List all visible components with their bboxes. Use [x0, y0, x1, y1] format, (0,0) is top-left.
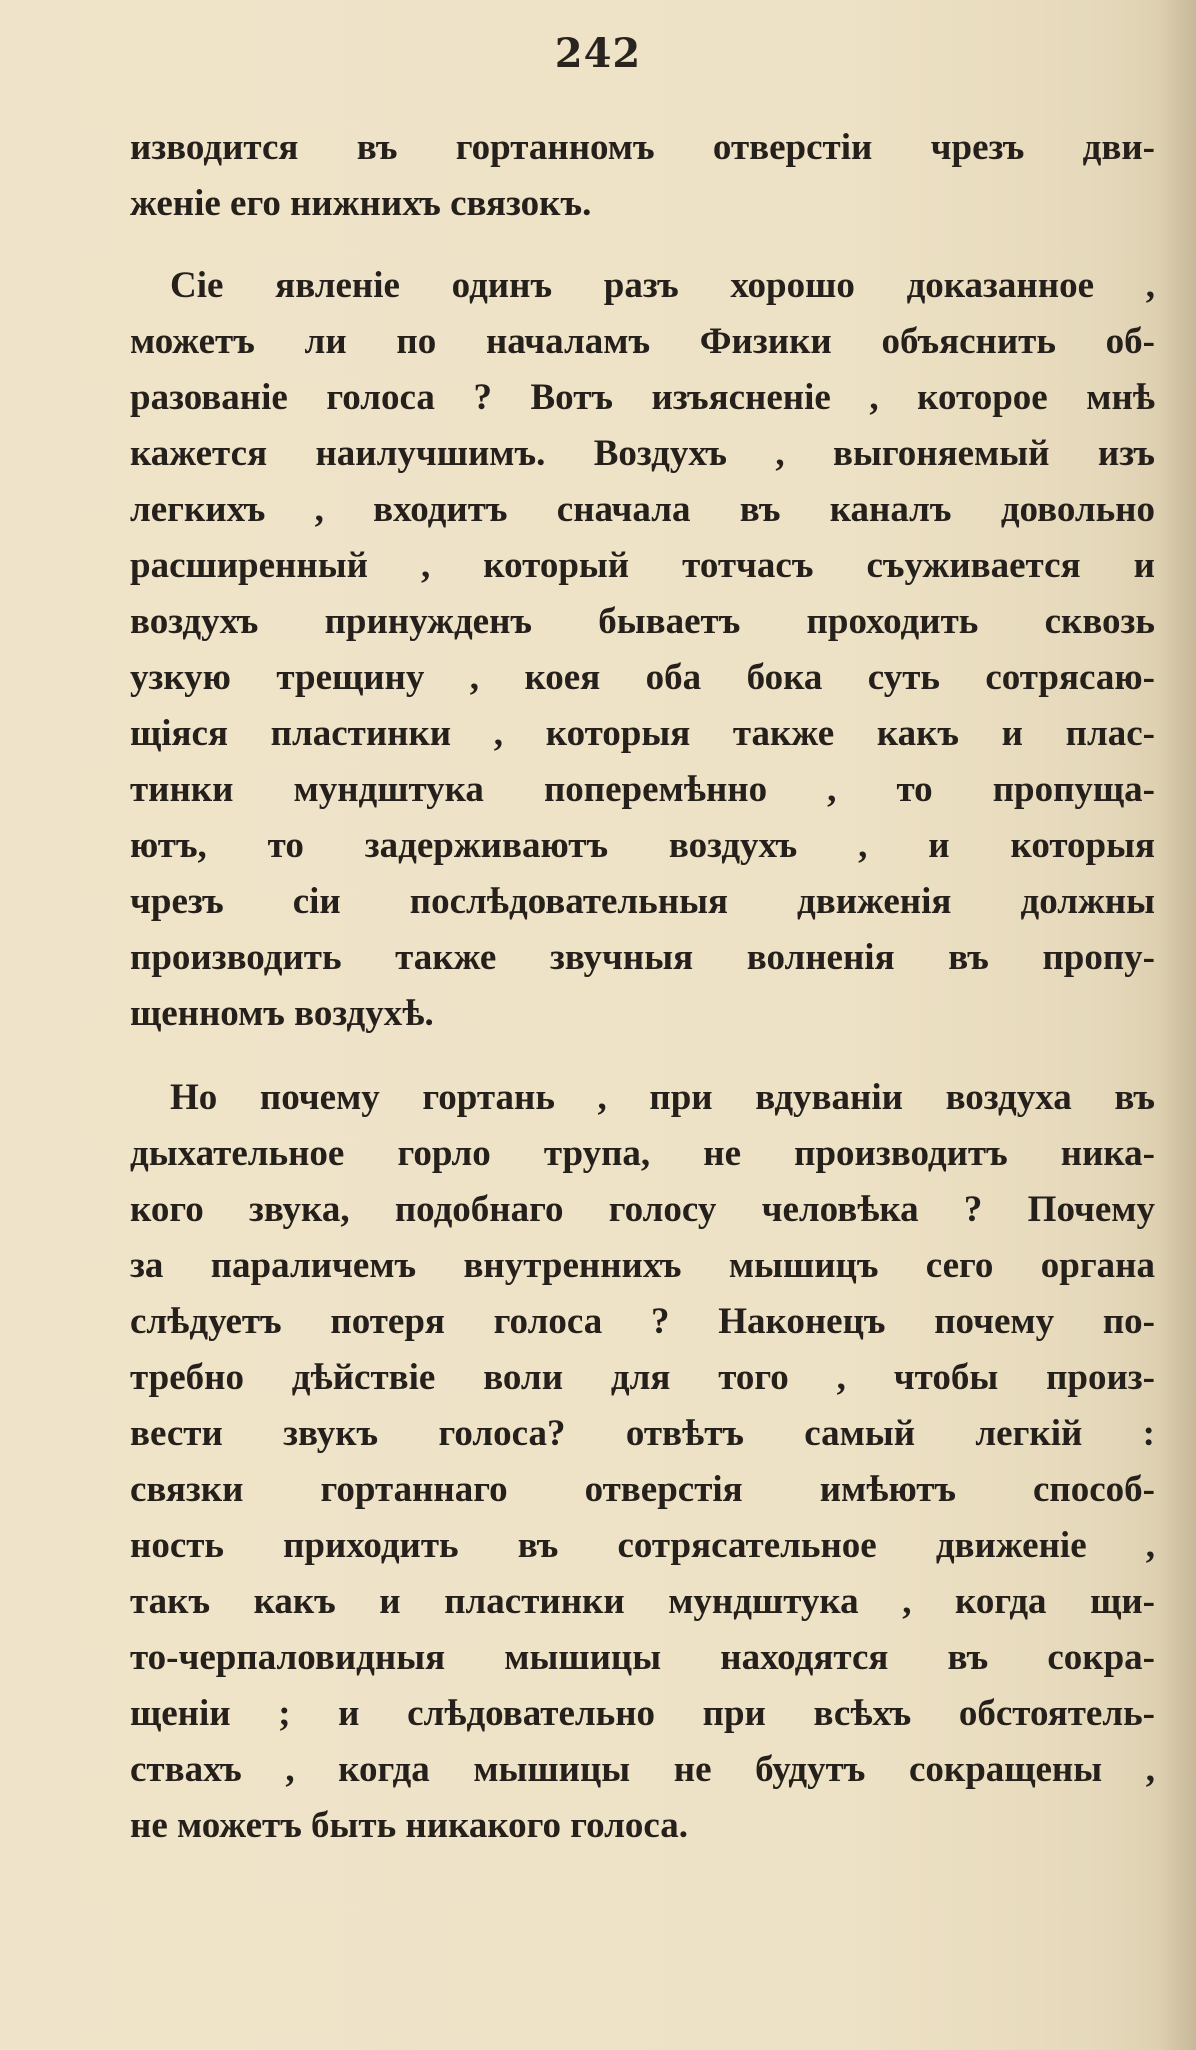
text-line: то-черпаловидныя мышицы находятся въ сокра-: [130, 1637, 1155, 1678]
text-line: щенномъ воздухѣ.: [130, 993, 434, 1034]
text-line: не можетъ быть никакого голоса.: [130, 1805, 689, 1846]
text-line: женiе его нижнихъ связокъ.: [130, 183, 592, 224]
text-line: узкую трещину , коея оба бока суть сотрясаю-: [130, 657, 1155, 698]
text-line: Сiе явленiе одинъ разъ хорошо доказанное ,: [170, 265, 1155, 306]
text-line: ютъ, то задерживаютъ воздухъ , и которыя: [130, 825, 1155, 866]
text-line: расширенный , который тотчасъ съуживается и: [130, 545, 1155, 586]
page-edge-shadow: [1156, 0, 1196, 2050]
text-line: воздухъ принужденъ бываетъ проходить сквозь: [130, 601, 1155, 642]
text-line: разованiе голоса ? Вотъ изъясненiе , которое мнѣ: [130, 377, 1155, 418]
text-line: изводится въ гортанномъ отверстiи чрезъ дви-: [130, 127, 1155, 168]
text-line: слѣдуетъ потеря голоса ? Наконецъ почему по-: [130, 1301, 1155, 1342]
text-line: тинки мундштука поперемѣнно , то пропуща-: [130, 769, 1155, 810]
text-line: щенiи ; и слѣдовательно при всѣхъ обстоятель-: [130, 1693, 1155, 1734]
text-line: кажется наилучшимъ. Воздухъ , выгоняемый изъ: [130, 433, 1155, 474]
text-line: легкихъ , входитъ сначала въ каналъ довольно: [130, 489, 1155, 530]
text-line: чрезъ сiи послѣдовательныя движенiя должны: [130, 881, 1155, 922]
text-line: ствахъ , когда мышицы не будутъ сокращены ,: [130, 1749, 1155, 1790]
text-line: вести звукъ голоса? отвѣтъ самый легкiй :: [130, 1413, 1155, 1454]
text-line: дыхательное горло трупа, не производитъ ника-: [130, 1133, 1155, 1174]
text-line: требно дѣйствiе воли для того , чтобы произ-: [130, 1357, 1155, 1398]
text-line: за параличемъ внутреннихъ мышицъ сего органа: [130, 1245, 1155, 1286]
text-line: Но почему гортань , при вдуванiи воздуха въ: [170, 1077, 1155, 1118]
paragraph-1: [130, 120, 1155, 232]
text-line: производить также звучныя волненiя въ пропу-: [130, 937, 1155, 978]
text-line: можетъ ли по началамъ Физики объяснить об-: [130, 321, 1155, 362]
page-number: 242: [554, 30, 642, 77]
text-line: ность приходить въ сотрясательное движенiе ,: [130, 1525, 1155, 1566]
text-line: щiяся пластинки , которыя также какъ и плас-: [130, 713, 1155, 754]
text-line: кого звука, подобнаго голосу человѣка ? Почему: [130, 1189, 1155, 1230]
text-line: такъ какъ и пластинки мундштука , когда щи-: [130, 1581, 1155, 1622]
paragraph-3: [130, 1070, 1155, 1854]
text-line: связки гортаннаго отверстiя имѣютъ способ-: [130, 1469, 1155, 1510]
paragraph-2: [130, 258, 1155, 1042]
